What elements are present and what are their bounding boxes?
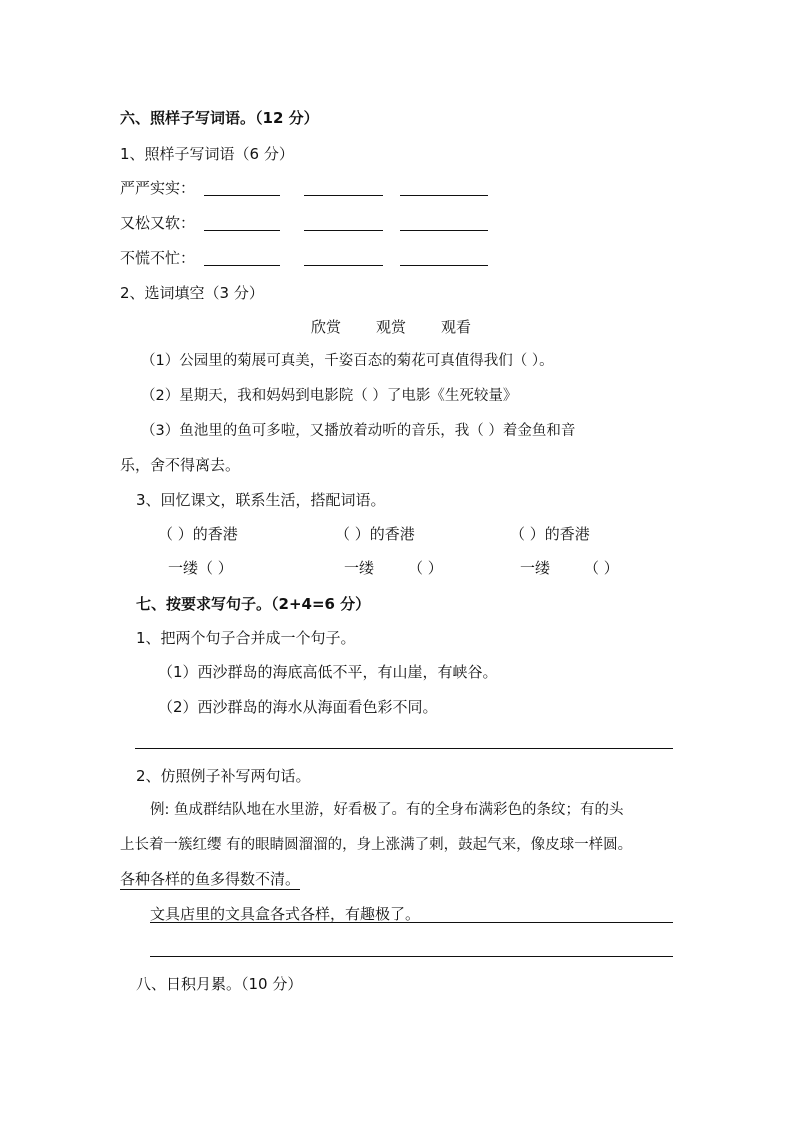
q3-pair: （ ）的香港 [510, 525, 590, 543]
q2-item1: （1）公园里的菊展可真美，千姿百态的菊花可真值得我们（ ）。 [141, 353, 554, 369]
example-line3 [120, 869, 300, 889]
example-line3-text: 各种各样的鱼多得数不清。 [120, 870, 301, 888]
q3-pair: 一缕 [520, 559, 551, 577]
q2-title: 2、选词填空（3 分） [120, 284, 264, 302]
q3-pair: （ ）的香港 [158, 525, 238, 543]
s7-q1-sentence1: （1）西沙群岛的海底高低不平，有山崖，有峡谷。 [158, 663, 498, 681]
section7-title: 七、按要求写句子。（2+4=6 分） [136, 595, 371, 613]
section6-title: 六、照样子写词语。（12 分） [120, 109, 319, 127]
answer-line[interactable] [135, 748, 673, 749]
answer-line[interactable] [150, 922, 673, 923]
q3-pair: （ ） [408, 559, 443, 577]
answer-blank[interactable] [304, 265, 383, 266]
s7-q2-title: 2、仿照例子补写两句话。 [136, 767, 311, 785]
answer-line[interactable] [150, 956, 673, 957]
answer-blank[interactable] [304, 230, 383, 231]
example-line1: 例: 鱼成群结队地在水里游，好看极了。有的全身布满彩色的条纹；有的头 [150, 802, 624, 818]
answer-blank[interactable] [204, 230, 280, 231]
choice-word: 观赏 [376, 318, 407, 336]
s7-q1-title: 1、把两个句子合并成一个句子。 [136, 629, 356, 647]
q1-title: 1、照样子写词语（6 分） [120, 145, 294, 163]
answer-blank[interactable] [400, 265, 488, 266]
choice-word: 欣赏 [311, 318, 342, 336]
q3-pair: 一缕 [344, 559, 375, 577]
choice-word: 观看 [441, 318, 472, 336]
q3-pair: （ ） [584, 559, 619, 577]
q3-title: 3、回忆课文，联系生活，搭配词语。 [136, 491, 386, 509]
prompt-sentence: 文具店里的文具盒各式各样，有趣极了。 [150, 905, 421, 923]
section8-title: 八、日积月累。（10 分） [136, 975, 303, 993]
q3-pair: （ ）的香港 [335, 525, 415, 543]
q1-row3-label: 不慌不忙： [120, 249, 196, 267]
q3-pair: 一缕（ ） [168, 559, 233, 577]
q2-item3-line1: （3）鱼池里的鱼可多啦，又播放着动听的音乐，我（ ）着金鱼和音 [141, 423, 576, 439]
answer-blank[interactable] [400, 195, 488, 196]
example-line2: 上长着一簇红缨 有的眼睛圆溜溜的，身上涨满了刺，鼓起气来，像皮球一样圆。 [120, 837, 633, 853]
answer-blank[interactable] [304, 195, 383, 196]
s7-q1-sentence2: （2）西沙群岛的海水从海面看色彩不同。 [158, 698, 438, 716]
q1-row2-label: 又松又软： [120, 214, 196, 232]
q2-item2: （2）星期天，我和妈妈到电影院（ ）了电影《生死较量》 [141, 388, 518, 404]
answer-blank[interactable] [400, 230, 488, 231]
answer-blank[interactable] [204, 195, 280, 196]
q1-row1-label: 严严实实： [120, 179, 196, 197]
q2-item3-line2: 乐，舍不得离去。 [120, 456, 241, 474]
answer-blank[interactable] [204, 265, 280, 266]
